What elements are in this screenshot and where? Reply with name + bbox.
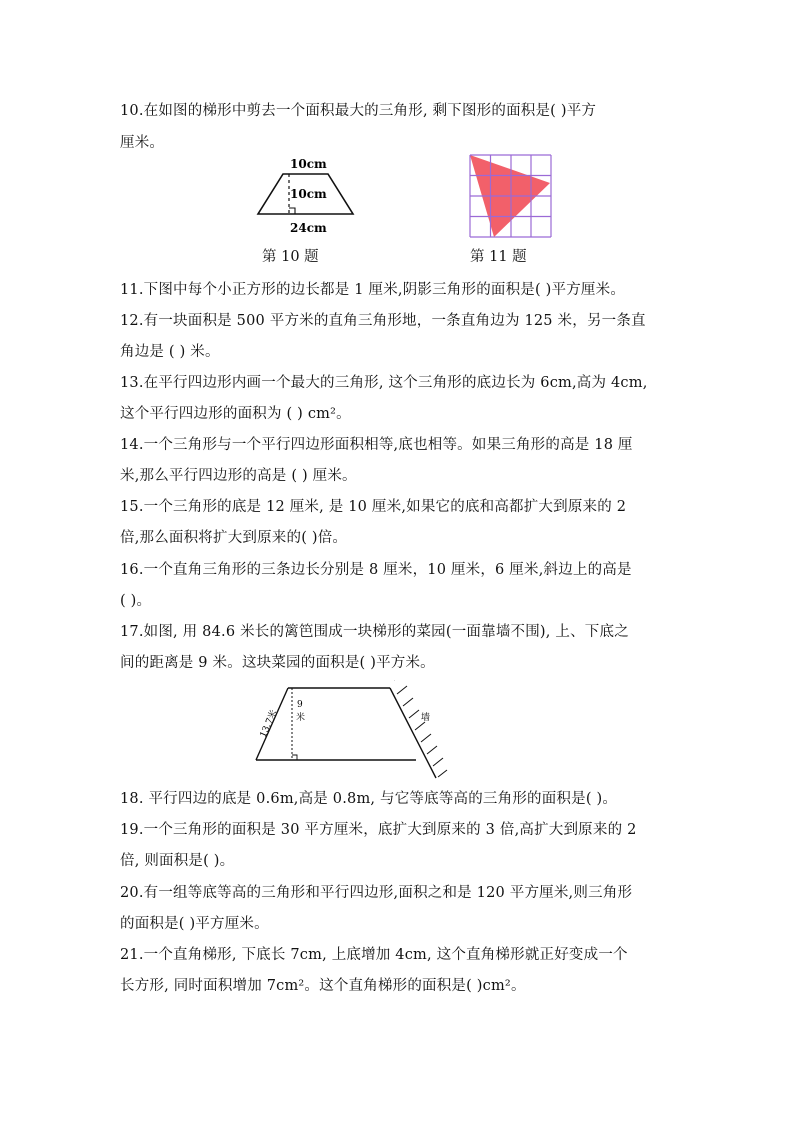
question-10-line-1: 10.在如图的梯形中剪去一个面积最大的三角形, 剩下图形的面积是( )平方: [120, 103, 597, 119]
garden-right-angle-mark: [292, 755, 297, 760]
question-20-line-2: 的面积是( )平方厘米。: [120, 916, 269, 932]
garden-height-label-number: 9: [297, 700, 303, 710]
question-18-line-1: 18. 平行四边的底是 0.6m,高是 0.8m, 与它等底等高的三角形的面积是( )。: [120, 791, 618, 807]
trapezoid-figure: [250, 152, 360, 238]
grid-triangle-figure: [466, 153, 556, 239]
question-10-line-2: 厘米。: [120, 135, 165, 151]
question-13-line-2: 这个平行四边形的面积为 ( ) cm²。: [120, 406, 351, 422]
question-16-line-2: ( )。: [120, 593, 152, 609]
question-21-line-1: 21.一个直角梯形, 下底长 7cm, 上底增加 4cm, 这个直角梯形就正好变成一个: [120, 947, 628, 963]
question-14-line-2: 米,那么平行四边形的高是 ( ) 厘米。: [120, 468, 357, 484]
question-14-line-1: 14.一个三角形与一个平行四边形面积相等,底也相等。如果三角形的高是 18 厘: [120, 437, 633, 453]
trapezoid-bottom-label: 24cm: [290, 221, 327, 235]
question-17-line-2: 间的距离是 9 米。这块菜园的面积是( )平方米。: [120, 655, 435, 671]
wall-hatching: [394, 680, 447, 777]
question-17-line-1: 17.如图, 用 84.6 米长的篱笆围成一块梯形的菜园(一面靠墙不围), 上、下底之: [120, 624, 629, 640]
question-15-line-1: 15.一个三角形的底是 12 厘米, 是 10 厘米,如果它的底和高都扩大到原来的 2: [120, 499, 627, 515]
question-16-line-1: 16.一个直角三角形的三条边长分别是 8 厘米，10 厘米，6 厘米,斜边上的高是: [120, 562, 632, 578]
question-20-line-1: 20.有一组等底等高的三角形和平行四边形,面积之和是 120 平方厘米,则三角形: [120, 885, 633, 901]
garden-wall-line: [390, 688, 436, 778]
question-12-line-2: 角边是 ( ) 米。: [120, 344, 220, 360]
question-15-line-2: 倍,那么面积将扩大到原来的( )倍。: [120, 530, 348, 546]
question-13-line-1: 13.在平行四边形内画一个最大的三角形, 这个三角形的底边长为 6cm,高为 4cm,: [120, 375, 648, 391]
question-19-line-1: 19.一个三角形的面积是 30 平方厘米，底扩大到原来的 3 倍,高扩大到原来的 2: [120, 822, 637, 838]
caption-figure-10: 第 10 题: [262, 249, 319, 265]
trapezoid-top-label: 10cm: [290, 157, 327, 171]
question-11-line-1: 11.下图中每个小正方形的边长都是 1 厘米,阴影三角形的面积是( )平方厘米。: [120, 282, 626, 298]
caption-figure-11: 第 11 题: [470, 249, 527, 265]
question-12-line-1: 12.有一块面积是 500 平方米的直角三角形地，一条直角边为 125 米，另一条直: [120, 313, 646, 329]
right-angle-mark: [289, 208, 295, 214]
question-21-line-2: 长方形, 同时面积增加 7cm²。这个直角梯形的面积是( )cm²。: [120, 978, 526, 994]
garden-wall-label: 墙: [421, 713, 431, 723]
garden-side-label: 13.7米: [258, 708, 280, 740]
trapezoid-height-label: 10cm: [290, 187, 327, 201]
question-19-line-2: 倍, 则面积是( )。: [120, 853, 235, 869]
garden-height-label-unit: 米: [296, 713, 306, 723]
garden-figure: [248, 680, 448, 782]
